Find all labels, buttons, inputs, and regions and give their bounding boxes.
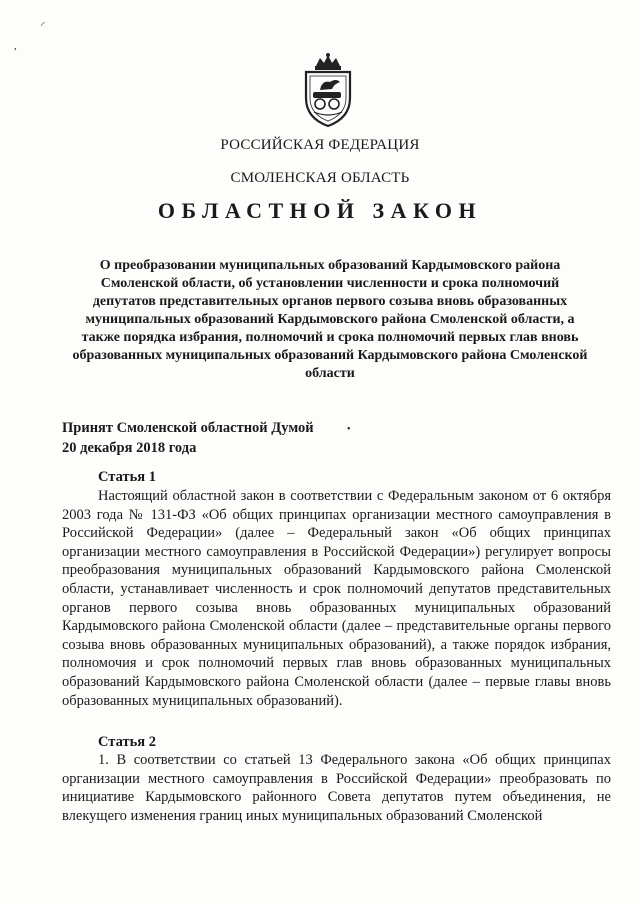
adoption-body: Принят Смоленской областной Думой	[62, 420, 314, 436]
smolensk-coat-of-arms-icon	[298, 52, 358, 128]
article-1-title: Статья 1	[98, 469, 156, 485]
law-title: О преобразовании муниципальных образований Кардымовского района Смоленской области, об установлении численности и срока полномочий депутатов представительных органов первого созыва вновь образованных муниципальных образований Кардымовского района Смоленской области, а также порядка избрания, полномочий и срока полномочий первых глав вновь образованных муниципальных образований Кардымовского района Смоленской области	[72, 258, 588, 381]
scan-artifact: •	[347, 424, 351, 435]
federation-heading: РОССИЙСКАЯ ФЕДЕРАЦИЯ	[220, 137, 420, 153]
article-2-text: 1. В соответствии со статьей 13 Федерального закона «Об общих принципах организации местного самоуправления в Российской Федерации» преобразовать по инициативе Кардымовского районного Совета депутатов путем объединения, не влекущего изменения границ иных муниципальных образований Смоленской	[62, 752, 611, 824]
scan-artifact: ⸝	[40, 16, 46, 28]
article-2-title: Статья 2	[98, 734, 156, 750]
scan-artifact: ,	[14, 40, 17, 52]
document-type-heading: ОБЛАСТНОЙ ЗАКОН	[157, 198, 483, 223]
adoption-block	[62, 418, 314, 458]
adoption-date: 20 декабря 2018 года	[62, 440, 197, 456]
region-heading: СМОЛЕНСКАЯ ОБЛАСТЬ	[230, 170, 410, 186]
article-1-text: Настоящий областной закон в соответствии с Федеральным законом от 6 октября 2003 года № 131-ФЗ «Об общих принципах организации местного самоуправления в Российской Федерации» (далее – Федеральный закон «Об общих принципах организации местного самоуправления в Российской Федерации») регулирует вопросы преобразования муниципальных образований Кардымовского района Смоленской области, устанавливает численность и срок полномочий депутатов представительных органов первого созыва вновь образованных муниципальных образований Кардымовского района Смоленской области (далее – представительные органы первого созыва вновь образованных муниципальных образований), а также порядок избрания, полномочия и срок полномочий первых глав вновь образованных муниципальных образований Кардымовского района Смоленской области (далее – первые главы вновь образованных муниципальных образований).	[62, 488, 611, 709]
